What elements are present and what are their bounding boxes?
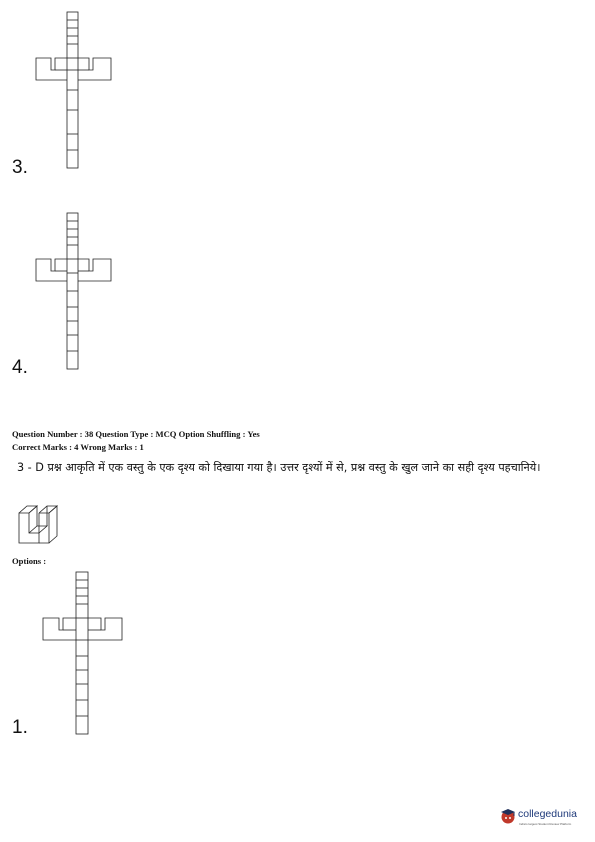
question-marks-line: Correct Marks : 4 Wrong Marks : 1 bbox=[12, 442, 144, 452]
question-header-line: Question Number : 38 Question Type : MCQ Option Shuffling : Yes bbox=[12, 429, 260, 439]
option-3-net-figure bbox=[34, 10, 114, 170]
options-label: Options : bbox=[12, 556, 47, 566]
question-text: 3 - D प्रश्न आकृति में एक वस्तु के एक दृश्य को दिखाया गया है। उत्तर दृश्यों में से, प्रश्न वस्तु के खुल जाने का सही दृश्य पहचानिये। bbox=[17, 461, 541, 474]
option-4-net-figure bbox=[34, 211, 114, 371]
logo-tagline: India's largest Student Review Platform bbox=[519, 822, 572, 826]
graduation-cap-icon bbox=[500, 807, 516, 825]
collegedunia-logo bbox=[500, 806, 590, 828]
option-4-number: 4. bbox=[12, 357, 28, 378]
option-1-number: 1. bbox=[12, 717, 28, 738]
logo-text: collegedunia bbox=[518, 808, 577, 820]
question-3d-object-figure bbox=[16, 503, 68, 549]
option-1-net-figure bbox=[41, 570, 125, 736]
option-3-number: 3. bbox=[12, 157, 28, 178]
